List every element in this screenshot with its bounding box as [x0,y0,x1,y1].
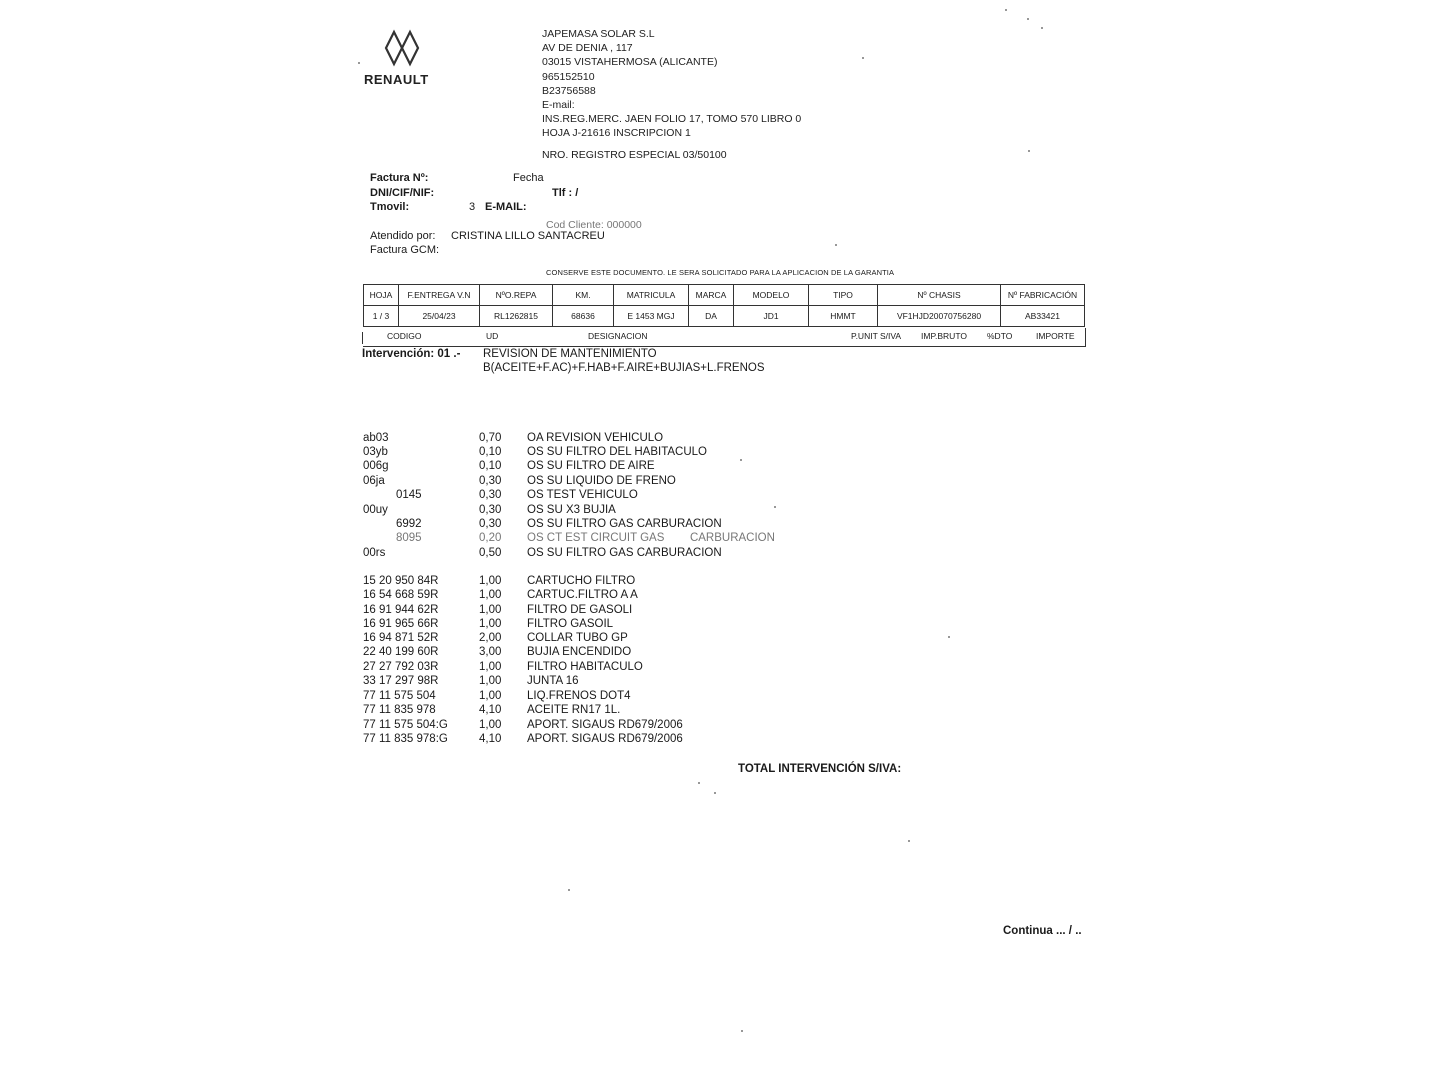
atendido-value: CRISTINA LILLO SANTACREU [451,230,605,242]
company-line: AV DE DENIA , 117 [542,42,633,55]
scan-speck [1027,18,1029,20]
line-code: 0145 [396,489,422,501]
cod-cliente: Cod Cliente: 000000 [546,219,642,231]
atendido-label: Atendido por: [370,230,436,242]
total-intervention-label: TOTAL INTERVENCIÓN S/IVA: [738,763,902,775]
line-desc: APORT. SIGAUS RD679/2006 [527,733,683,745]
line-desc: FILTRO DE GASOLI [527,604,633,616]
line-qty: 0,30 [479,489,502,501]
company-line: 03015 VISTAHERMOSA (ALICANTE) [542,56,718,69]
line-qty: 0,30 [479,518,502,530]
value-cell: HMMT [809,306,878,327]
line-desc: OS SU FILTRO DEL HABITACULO [527,446,707,458]
line-desc: JUNTA 16 [527,675,579,687]
company-line: E-mail: [542,99,575,112]
guarantee-notice: CONSERVE ESTE DOCUMENTO. LE SERA SOLICITADO PARA LA APLICACION DE LA GARANTIA [546,268,895,277]
continua-label: Continua ... / .. [1003,925,1082,937]
scan-speck [358,62,360,64]
line-code: ab03 [363,432,389,444]
line-code: 77 11 835 978 [363,704,436,716]
line-qty: 0,70 [479,432,502,444]
value-cell: 25/04/23 [399,306,480,327]
line-desc: OS SU X3 BUJIA [527,504,616,516]
tmovil-label: Tmovil: [370,201,410,213]
factura-label: Factura Nº: [370,172,429,184]
line-desc: COLLAR TUBO GP [527,632,628,644]
scan-speck [568,889,570,891]
scan-speck [835,244,837,246]
header-cell: Nº CHASIS [878,285,1001,306]
vehicle-table [363,284,1085,327]
tmovil-value: 3 [469,201,476,213]
company-line: INS.REG.MERC. JAEN FOLIO 17, TOMO 570 LIBRO 0 [542,113,802,126]
line-code: 06ja [363,475,385,487]
vehicle-table-value-row [364,306,1085,327]
line-code: 77 11 835 978:G [363,733,448,745]
fecha-label: Fecha [513,172,544,184]
scan-speck [740,459,742,461]
line-qty: 4,10 [479,704,502,716]
line-qty: 0,30 [479,504,502,516]
line-desc: CARTUCHO FILTRO [527,575,636,587]
value-cell: E 1453 MGJ [614,306,689,327]
registro-especial: NRO. REGISTRO ESPECIAL 03/50100 [542,149,727,161]
header-cell: NºO.REPA [480,285,553,306]
line-desc: FILTRO HABITACULO [527,661,643,673]
line-qty: 0,50 [479,547,502,559]
line-desc: CARTUC.FILTRO A A [527,589,638,601]
line-qty: 0,10 [479,446,502,458]
line-code: 16 94 871 52R [363,632,439,644]
value-cell: 68636 [553,306,614,327]
header-cell: KM. [553,285,614,306]
line-code: 03yb [363,446,388,458]
line-code: 27 27 792 03R [363,661,439,673]
line-qty: 4,10 [479,733,502,745]
line-desc: ACEITE RN17 1L. [527,704,621,716]
col-importe: IMPORTE [1036,331,1075,341]
header-cell: MARCA [689,285,734,306]
line-desc: OS SU FILTRO DE AIRE [527,460,655,472]
line-qty: 1,00 [479,589,502,601]
header-cell: HOJA [364,285,399,306]
line-qty: 1,00 [479,690,502,702]
company-line: B23756588 [542,84,596,97]
col-dto: %DTO [987,331,1013,341]
line-code: 00rs [363,547,386,559]
line-qty: 1,00 [479,618,502,630]
dni-label: DNI/CIF/NIF: [370,187,435,199]
intervention-title: REVISION DE MANTENIMIENTO [483,348,657,360]
scan-speck [698,782,700,784]
col-codigo: CODIGO [387,331,422,341]
line-code: 8095 [396,532,422,544]
line-desc: APORT. SIGAUS RD679/2006 [527,719,683,731]
line-desc: OS SU FILTRO GAS CARBURACION [527,547,722,559]
line-code: 006g [363,460,389,472]
vehicle-table-header-row [364,285,1085,306]
value-cell: RL1262815 [480,306,553,327]
line-desc: OS CT EST CIRCUIT GAS CARBURACION [527,532,775,544]
line-qty: 0,10 [479,460,502,472]
col-designacion: DESIGNACION [588,331,648,341]
value-cell: VF1HJD20070756280 [878,306,1001,327]
line-code: 22 40 199 60R [363,646,439,658]
line-desc: OS SU LIQUIDO DE FRENO [527,475,676,487]
col-punit: P.UNIT S/IVA [851,331,902,341]
factura-gcm-label: Factura GCM: [370,244,440,256]
intervention-subtitle: B(ACEITE+F.AC)+F.HAB+F.AIRE+BUJIAS+L.FRENOS [483,362,765,374]
value-cell: AB33421 [1001,306,1085,327]
line-qty: 1,00 [479,604,502,616]
line-desc: OS SU FILTRO GAS CARBURACION [527,518,722,530]
header-cell: MODELO [734,285,809,306]
header-cell: Nº FABRICACIÓN [1001,285,1085,306]
scan-speck [741,1030,743,1032]
line-desc: BUJIA ENCENDIDO [527,646,632,658]
line-code: 77 11 575 504:G [363,719,448,731]
value-cell: 1 / 3 [364,306,399,327]
company-info [542,27,801,141]
header-cell: F.ENTREGA V.N [399,285,480,306]
header-cell: MATRICULA [614,285,689,306]
scan-speck [908,840,910,842]
col-impbruto: IMP.BRUTO [921,331,967,341]
line-qty: 3,00 [479,646,502,658]
scan-speck [862,57,864,59]
scan-speck [1028,150,1030,152]
line-qty: 0,20 [479,532,502,544]
scan-speck [948,636,950,638]
col-ud: UD [486,331,499,341]
line-code: 77 11 575 504 [363,690,436,702]
line-code: 6992 [396,518,422,530]
brand-name: RENAULT [364,72,429,87]
line-qty: 1,00 [479,675,502,687]
value-cell: DA [689,306,734,327]
line-qty: 2,00 [479,632,502,644]
intervention-label: Intervención: 01 .- [362,348,461,360]
line-code: 16 54 668 59R [363,589,439,601]
line-code: 16 91 944 62R [363,604,439,616]
line-qty: 1,00 [479,661,502,673]
line-qty: 1,00 [479,575,502,587]
email-label: E-MAIL: [485,201,527,213]
header-cell: TIPO [809,285,878,306]
company-line: 965152510 [542,70,595,83]
line-code: 00uy [363,504,388,516]
value-cell: JD1 [734,306,809,327]
line-desc: OS TEST VEHICULO [527,489,638,501]
scan-speck [714,792,716,794]
line-qty: 0,30 [479,475,502,487]
tlf-label: Tlf : / [552,187,579,199]
line-code: 16 91 965 66R [363,618,439,630]
line-code: 15 20 950 84R [363,575,439,587]
line-desc: FILTRO GASOIL [527,618,614,630]
company-line: JAPEMASA SOLAR S.L [542,28,655,40]
scan-speck [1041,27,1043,29]
scan-speck [774,506,776,508]
scan-speck [1005,9,1007,11]
line-desc: LIQ.FRENOS DOT4 [527,690,631,702]
line-columns-header [363,328,1086,347]
line-desc: OA REVISION VEHICULO [527,432,664,444]
renault-logo-icon [380,26,424,70]
line-qty: 1,00 [479,719,502,731]
line-code: 33 17 297 98R [363,675,439,687]
company-line: HOJA J-21616 INSCRIPCION 1 [542,127,691,140]
